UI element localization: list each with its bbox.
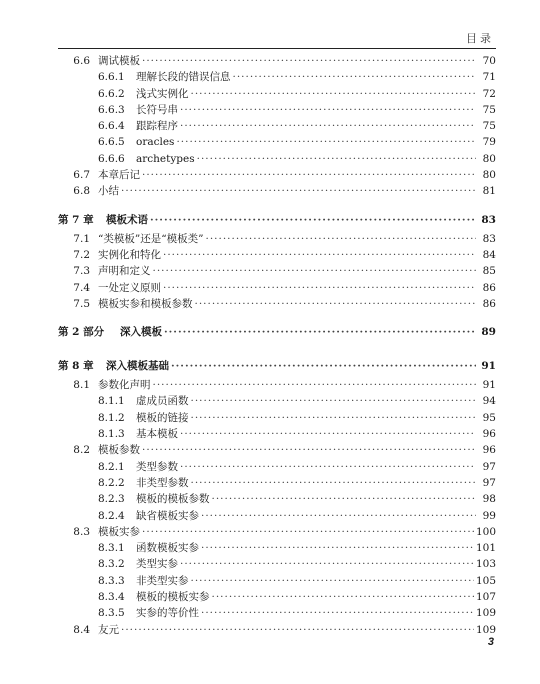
toc-entry-page: 94 — [482, 395, 496, 408]
toc-entry-title: 模板的模板参数 — [136, 493, 210, 506]
toc-entry-page: 97 — [482, 476, 496, 489]
toc-entry-title: 跟踪程序 — [136, 120, 178, 133]
toc-entry-page: 95 — [482, 411, 496, 424]
toc-entry[interactable] — [58, 606, 496, 620]
toc-entry-title: 参数化声明 — [98, 379, 151, 392]
toc-leader-dots — [164, 325, 476, 339]
toc-entry-title: 类型实参 — [136, 558, 178, 571]
toc-entry-number: 8.2 — [73, 444, 90, 457]
toc-entry-page: 79 — [482, 136, 496, 149]
toc-leader-dots — [153, 378, 477, 392]
toc-entry[interactable] — [58, 541, 496, 555]
toc-entry-title: 浅式实例化 — [136, 87, 189, 100]
toc-leader-dots — [233, 70, 477, 84]
toc-entry-number: 6.6.4 — [98, 120, 125, 133]
toc-entry-title: “类模板”还是“模板类” — [98, 232, 204, 245]
toc-entry[interactable] — [58, 476, 496, 490]
toc-entry-page: 91 — [482, 379, 496, 392]
toc-entry-title: 友元 — [98, 623, 119, 636]
toc-entry-number: 6.6 — [73, 55, 90, 67]
toc-entry-number: 第 8 章 — [58, 360, 94, 373]
toc-entry-number: 7.4 — [73, 281, 90, 294]
toc-entry-title: 模板实参 — [98, 525, 140, 538]
toc-leader-dots — [180, 427, 476, 441]
toc-entry-page: 99 — [482, 509, 496, 522]
toc-entry-number: 8.3 — [73, 525, 90, 538]
toc-entry[interactable] — [58, 70, 496, 84]
toc-leader-dots — [205, 232, 476, 246]
toc-entry[interactable] — [58, 460, 496, 474]
toc-entry-number: 8.2.3 — [98, 493, 125, 506]
toc-entry[interactable] — [58, 443, 496, 457]
toc-entry[interactable] — [58, 135, 496, 149]
toc-entry-page: 89 — [481, 326, 496, 339]
toc-entry-number: 6.6.5 — [98, 136, 125, 149]
toc-entry-number: 7.3 — [73, 265, 90, 278]
toc-leader-dots — [212, 492, 477, 506]
toc-entry-page: 71 — [482, 71, 496, 84]
toc-entry-number: 8.3.1 — [98, 542, 125, 555]
toc-entry-page: 70 — [482, 55, 496, 67]
toc-entry[interactable] — [58, 168, 496, 182]
table-of-contents — [58, 54, 496, 639]
toc-entry-page: 72 — [482, 87, 496, 100]
toc-leader-dots — [191, 394, 477, 408]
toc-entry[interactable] — [58, 378, 496, 392]
toc-entry-page: 86 — [482, 281, 496, 294]
toc-entry-page: 101 — [475, 542, 496, 555]
toc-entry-title: 模板参数 — [98, 444, 140, 457]
toc-entry-page: 86 — [482, 297, 496, 310]
toc-entry-page: 96 — [482, 428, 496, 441]
toc-entry-page: 75 — [482, 120, 496, 133]
toc-leader-dots — [191, 574, 474, 588]
toc-part-entry[interactable] — [58, 325, 496, 339]
toc-entry[interactable] — [58, 119, 496, 133]
toc-entry-title: 缺省模板实参 — [136, 509, 199, 522]
toc-entry-number: 6.6.1 — [98, 71, 125, 84]
toc-entry-page: 80 — [482, 152, 496, 165]
toc-entry-number: 第 2 部分 — [58, 326, 105, 339]
page-header-title: 目录 — [466, 32, 494, 45]
toc-leader-dots — [142, 168, 476, 182]
toc-entry-number: 8.2.1 — [98, 460, 125, 473]
toc-entry[interactable] — [58, 411, 496, 425]
toc-entry[interactable] — [58, 152, 496, 166]
toc-entry[interactable] — [58, 297, 496, 311]
toc-entry-title: 实例化和特化 — [98, 248, 161, 261]
toc-leader-dots — [176, 135, 476, 149]
toc-entry[interactable] — [58, 427, 496, 441]
toc-entry-title: 本章后记 — [98, 169, 140, 182]
header-rule — [58, 48, 496, 49]
toc-entry-title: 实参的等价性 — [136, 607, 199, 620]
toc-entry-number: 8.1.1 — [98, 395, 125, 408]
toc-entry-title: 理解长段的错误信息 — [136, 71, 231, 84]
toc-chapter-entry[interactable] — [58, 213, 496, 227]
toc-entry[interactable] — [58, 492, 496, 506]
toc-entry-page: 84 — [482, 248, 496, 261]
toc-entry[interactable] — [58, 103, 496, 117]
toc-leader-dots — [191, 476, 477, 490]
toc-leader-dots — [150, 213, 476, 227]
toc-chapter-entry[interactable] — [58, 359, 496, 373]
toc-entry-page: 109 — [475, 607, 496, 620]
toc-entry-title: archetypes — [136, 152, 195, 165]
toc-leader-dots — [180, 557, 474, 571]
toc-entry-title: 长符号串 — [136, 103, 178, 116]
toc-leader-dots — [201, 606, 474, 620]
toc-entry[interactable] — [58, 525, 496, 539]
toc-leader-dots — [163, 248, 476, 262]
toc-entry-page: 100 — [475, 525, 496, 538]
toc-entry-title: 深入模板 — [120, 326, 162, 339]
toc-entry-number: 6.6.3 — [98, 103, 125, 116]
toc-leader-dots — [191, 87, 477, 101]
toc-leader-dots — [191, 411, 477, 425]
toc-entry[interactable] — [58, 248, 496, 262]
toc-leader-dots — [180, 119, 476, 133]
toc-entry-title: oracles — [136, 136, 175, 149]
toc-leader-dots — [142, 54, 476, 68]
toc-entry-page: 75 — [482, 103, 496, 116]
toc-leader-dots — [121, 184, 476, 198]
toc-leader-dots — [201, 509, 476, 523]
toc-entry-page: 81 — [482, 185, 496, 198]
toc-entry-title: 模板的链接 — [136, 411, 189, 424]
toc-entry-title: 模板术语 — [106, 213, 148, 226]
toc-leader-dots — [212, 590, 474, 604]
toc-entry-number: 8.3.4 — [98, 591, 125, 604]
section-gap — [58, 313, 496, 321]
toc-leader-dots — [180, 460, 476, 474]
toc-leader-dots — [153, 264, 477, 278]
section-gap — [58, 201, 496, 209]
toc-entry-page: 83 — [482, 232, 496, 245]
toc-entry-number: 8.1.2 — [98, 411, 125, 424]
toc-entry-number: 8.3.3 — [98, 574, 125, 587]
toc-entry[interactable] — [58, 590, 496, 604]
toc-entry-title: 一处定义原则 — [98, 281, 161, 294]
toc-leader-dots — [180, 103, 476, 117]
toc-entry[interactable] — [58, 232, 496, 246]
toc-entry[interactable] — [58, 264, 496, 278]
toc-entry-number: 第 7 章 — [58, 213, 94, 226]
toc-entry-title: 模板实参和模板参数 — [98, 297, 193, 310]
toc-entry[interactable] — [58, 184, 496, 198]
toc-entry-title: 类型参数 — [136, 460, 178, 473]
toc-entry-page: 105 — [475, 574, 496, 587]
toc-entry-title: 基本模板 — [136, 428, 178, 441]
toc-entry[interactable] — [58, 87, 496, 101]
toc-entry-title: 函数模板实参 — [136, 542, 199, 555]
toc-leader-dots — [121, 623, 474, 637]
toc-entry-number: 6.6.2 — [98, 87, 125, 100]
toc-entry-page: 109 — [475, 623, 496, 636]
toc-entry[interactable] — [58, 557, 496, 571]
page-number: 3 — [487, 636, 494, 648]
toc-entry-number: 8.4 — [73, 623, 90, 636]
toc-entry-title: 深入模板基础 — [106, 360, 169, 373]
toc-entry-page: 103 — [475, 558, 496, 571]
toc-entry-number: 6.7 — [73, 169, 90, 182]
toc-entry-number: 8.1.3 — [98, 428, 125, 441]
toc-entry-number: 7.1 — [73, 232, 90, 245]
toc-entry-title: 虚成员函数 — [136, 395, 189, 408]
toc-entry-number: 6.6.6 — [98, 152, 125, 165]
toc-entry-number: 7.5 — [73, 297, 90, 310]
toc-entry-page: 97 — [482, 460, 496, 473]
toc-leader-dots — [142, 443, 476, 457]
toc-entry[interactable] — [58, 623, 496, 637]
toc-entry-number: 8.1 — [73, 379, 90, 392]
toc-entry-title: 调试模板 — [98, 55, 140, 67]
toc-entry-page: 91 — [481, 360, 496, 373]
toc-leader-dots — [197, 152, 476, 166]
toc-entry-number: 6.8 — [73, 185, 90, 198]
toc-leader-dots — [171, 359, 476, 373]
toc-entry-number: 7.2 — [73, 248, 90, 261]
toc-entry[interactable] — [58, 509, 496, 523]
toc-entry-page: 107 — [475, 591, 496, 604]
toc-entry-title: 声明和定义 — [98, 265, 151, 278]
toc-entry-number: 8.3.2 — [98, 558, 125, 571]
toc-entry-title: 非类型参数 — [136, 476, 189, 489]
toc-leader-dots — [201, 541, 474, 555]
toc-entry-number: 8.3.5 — [98, 607, 125, 620]
toc-entry-page: 96 — [482, 444, 496, 457]
toc-entry-page: 80 — [482, 169, 496, 182]
toc-entry[interactable] — [58, 394, 496, 408]
toc-entry[interactable] — [58, 54, 496, 68]
toc-entry-page: 83 — [481, 213, 496, 226]
toc-entry-page: 98 — [482, 493, 496, 506]
toc-entry[interactable] — [58, 281, 496, 295]
toc-entry[interactable] — [58, 574, 496, 588]
toc-leader-dots — [142, 525, 474, 539]
toc-entry-number: 8.2.4 — [98, 509, 125, 522]
toc-entry-title: 非类型实参 — [136, 574, 189, 587]
toc-entry-title: 模板的模板实参 — [136, 591, 210, 604]
toc-leader-dots — [195, 297, 477, 311]
toc-entry-page: 85 — [482, 265, 496, 278]
toc-entry-number: 8.2.2 — [98, 476, 125, 489]
toc-leader-dots — [163, 281, 476, 295]
section-gap — [58, 347, 496, 355]
toc-entry-title: 小结 — [98, 185, 119, 198]
